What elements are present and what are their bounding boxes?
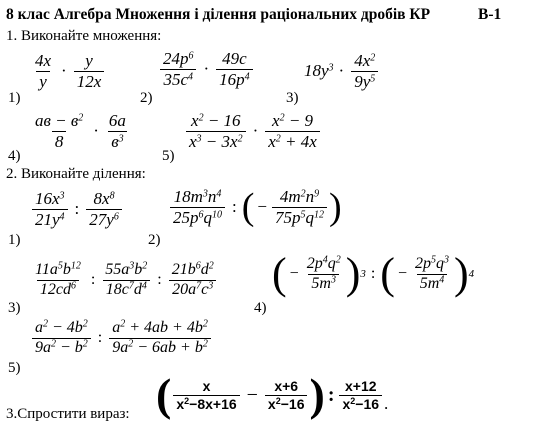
term: 18c <box>105 280 129 298</box>
exponent: 5 <box>370 73 376 85</box>
exponent: 12 <box>313 209 324 221</box>
left-paren: ( <box>156 369 172 420</box>
term: x <box>176 395 185 412</box>
numerator: 8x <box>93 189 110 208</box>
right-paren: ) <box>345 249 361 298</box>
denominator: 8 <box>52 131 67 151</box>
term: + 4x <box>280 131 317 151</box>
term: − b <box>56 338 83 356</box>
exponent: 2 <box>142 260 148 272</box>
exponent: 5 <box>300 209 306 221</box>
term: x <box>191 111 199 130</box>
numerator: 4x <box>35 51 52 70</box>
term: 25p <box>173 207 199 227</box>
term: − 6ab + b <box>133 338 203 356</box>
exponent: 3 <box>208 280 214 292</box>
term: 75p <box>274 207 301 227</box>
task1-4-expression: $\frac{ав - в^2}{8}$ · $\frac{6а}{в^3}$ <box>30 112 131 151</box>
exponent: 3 <box>330 274 336 285</box>
exponent: 6 <box>195 260 201 272</box>
title-text: 8 клас Алгебра Множення і ділення раціональних дробів КР <box>6 6 431 23</box>
task2-1-label: 1) <box>8 232 21 248</box>
term: a <box>112 319 121 336</box>
task2-3-expression: $\frac{11a^5b^{12}}{12cd^6}$ : $\frac{55a^3b^2}{18c^7d^4}$ : $\frac{21b^6d^2}{20a^7c^3}$ <box>30 262 219 299</box>
exponent: 2 <box>350 395 356 406</box>
denominator: 16p <box>219 69 245 89</box>
exponent: 2 <box>78 112 84 124</box>
task1-2-label: 2) <box>140 90 153 106</box>
term: x <box>189 131 197 151</box>
numerator: y <box>85 51 93 70</box>
term: + 4ab + 4b <box>125 319 203 336</box>
section2-heading: 2. Виконайте ділення: <box>6 166 146 182</box>
term: q <box>203 207 212 227</box>
numerator: x <box>202 377 211 394</box>
task2-2-expression: $\frac{18m^3n^4}{25p^6q^{10}}$ : ( − $\frac{4m^2n^9}{75p^5q^{12}}$ ) <box>168 188 342 227</box>
exponent: 4 <box>322 254 328 266</box>
exponent: 2 <box>279 112 285 124</box>
term: d <box>133 280 142 298</box>
exponent: 3 <box>443 254 449 266</box>
term: 2p <box>306 254 323 272</box>
exponent: 6 <box>198 209 204 221</box>
exponent: 3 <box>202 188 208 200</box>
numerator: 6а <box>108 111 126 130</box>
task1-5-expression: $\frac{x^2 - 16}{x^3 - 3x^2}$ · $\frac{x^2 - 9}{x^2 + 4x}$ <box>184 112 322 151</box>
exponent: 8 <box>109 190 115 202</box>
numerator: x+12 <box>344 377 377 394</box>
exponent: 2 <box>335 254 341 266</box>
term: q <box>435 254 444 272</box>
exponent: 2 <box>184 395 190 406</box>
term: a <box>35 319 43 336</box>
task2-5-expression: $\frac{a^2 - 4b^2}{9a^2 - b^2}$ : $\frac{a^2 + 4ab + 4b^2}{9a^2 - 6ab + b^2}$ <box>30 320 213 357</box>
exponent: 2 <box>300 188 306 200</box>
term: 11a <box>35 261 58 278</box>
exponent: 7 <box>128 280 134 292</box>
left-paren: ( <box>380 249 395 298</box>
term: 5m <box>419 274 440 292</box>
task2-3-label: 3) <box>8 300 21 316</box>
term: b <box>134 261 143 278</box>
term: x <box>268 131 276 151</box>
exponent: 2 <box>208 260 214 272</box>
exponent: 5 <box>57 260 63 272</box>
task1-1-expression: $\frac{4x}{y}$ · $\frac{y}{12x}$ <box>30 52 106 91</box>
term: b <box>62 261 71 278</box>
exponent: 4 <box>141 280 147 292</box>
left-paren: ( <box>272 249 287 298</box>
exponent: 2 <box>51 338 56 350</box>
denominator: 35c <box>163 69 189 89</box>
task3-expression: ( $\frac{x}{x^2-8x+16}$ − $\frac{x+6}{x^2-16}$ ) : $\frac{x+12}{x^2-16}$ . <box>156 369 389 420</box>
section3-heading: 3.Спростити вираз: <box>6 406 130 422</box>
term: 12cd <box>39 280 71 298</box>
term: 21b <box>171 261 196 278</box>
exponent: 2 <box>198 112 204 124</box>
exponent: 2 <box>82 318 88 330</box>
right-paren: ) <box>309 369 325 420</box>
numerator: 24p <box>163 49 189 68</box>
exponent: 2 <box>82 338 88 350</box>
exponent: 4 <box>216 188 222 200</box>
left-paren: ( <box>241 186 255 229</box>
task1-3-label: 3) <box>286 90 299 106</box>
task2-4-label: 4) <box>254 300 267 316</box>
term: −16 <box>280 395 305 412</box>
variant-label: В-1 <box>478 6 502 23</box>
exponent: 7 <box>196 280 202 292</box>
term: 4m <box>279 187 301 206</box>
exponent: 10 <box>212 209 222 221</box>
denominator: 27y <box>89 209 114 229</box>
term: n <box>305 187 315 206</box>
exponent: 2 <box>275 395 281 406</box>
exponent: 6 <box>188 50 194 62</box>
exponent: 2 <box>128 338 134 350</box>
term: − 4b <box>48 319 83 336</box>
term: − 9 <box>284 111 314 130</box>
term: 9a <box>35 338 51 356</box>
exponent: 2 <box>237 133 243 145</box>
term: x <box>267 395 276 412</box>
exponent: 2 <box>202 318 208 330</box>
right-paren: ) <box>328 186 342 229</box>
exponent: 12 <box>70 260 81 272</box>
numerator: x+6 <box>274 377 299 394</box>
term: d <box>200 261 209 278</box>
term: 55a <box>105 261 130 278</box>
denominator: 9y <box>354 71 371 91</box>
right-paren: ) <box>453 249 469 298</box>
denominator: в <box>111 131 119 151</box>
exponent: 3 <box>196 133 202 145</box>
exponent: 2 <box>120 318 126 330</box>
factor: 18y <box>304 61 329 81</box>
exponent: 2 <box>43 318 48 330</box>
term: q <box>305 207 314 227</box>
term: −8x+16 <box>189 395 237 412</box>
exponent: 9 <box>314 188 320 200</box>
term: x <box>272 111 280 130</box>
exponent: 4 <box>59 211 65 223</box>
exponent: 4 <box>244 71 250 83</box>
numerator: 49c <box>222 49 247 68</box>
task2-2-label: 2) <box>148 232 161 248</box>
exponent: 2 <box>275 133 281 145</box>
exponent: 3 <box>118 133 124 145</box>
numerator: 16x <box>35 189 60 208</box>
denominator: y <box>36 71 50 91</box>
term: q <box>327 254 336 272</box>
task1-4-label: 4) <box>8 148 21 164</box>
exponent: 3 <box>328 62 334 74</box>
term: c <box>201 280 209 298</box>
trailing-period: . <box>384 394 389 413</box>
numerator: ав − в <box>35 111 79 130</box>
task1-3-expression: $18y^3$ · $\frac{4x^2}{9y^5}$ <box>304 52 380 91</box>
term: 2p <box>414 254 431 272</box>
exponent: 4 <box>188 71 194 83</box>
term: n <box>207 187 217 206</box>
section1-heading: 1. Виконайте множення: <box>6 28 162 44</box>
page-title <box>6 6 502 24</box>
exponent: 3 <box>129 260 135 272</box>
exponent: 3 <box>59 190 65 202</box>
exponent: 4 <box>439 274 445 285</box>
term: − 16 <box>203 111 241 130</box>
task1-1-label: 1) <box>8 90 21 106</box>
term: 5m <box>311 274 331 292</box>
numerator: 4x <box>354 51 371 70</box>
term: x <box>342 395 351 412</box>
exponent: 2 <box>202 338 208 350</box>
exponent: 6 <box>113 211 119 223</box>
denominator: 12x <box>74 71 105 91</box>
exponent: 5 <box>430 254 436 266</box>
task1-5-label: 5) <box>162 148 175 164</box>
term: 20a <box>172 280 197 298</box>
task2-1-expression: $\frac{16x^3}{21y^4}$ : $\frac{8x^8}{27y^6}$ <box>30 190 124 229</box>
task2-5-label: 5) <box>8 360 21 376</box>
term: 9a <box>112 338 129 356</box>
denominator: 21y <box>35 209 60 229</box>
term: − 3x <box>201 131 238 151</box>
term: 18m <box>173 187 203 206</box>
task2-4-expression: ( − $\frac{2p^4q^2}{5m^3}$ ) 3 : ( − $\frac{2p^5q^3}{5m^4}$ ) 4 <box>272 249 475 298</box>
exponent: 2 <box>370 52 376 64</box>
task1-2-expression: $\frac{24p^6}{35c^4}$ · $\frac{49c}{16p^4}$ <box>158 50 255 89</box>
term: −16 <box>355 395 380 412</box>
exponent: 6 <box>70 280 76 292</box>
